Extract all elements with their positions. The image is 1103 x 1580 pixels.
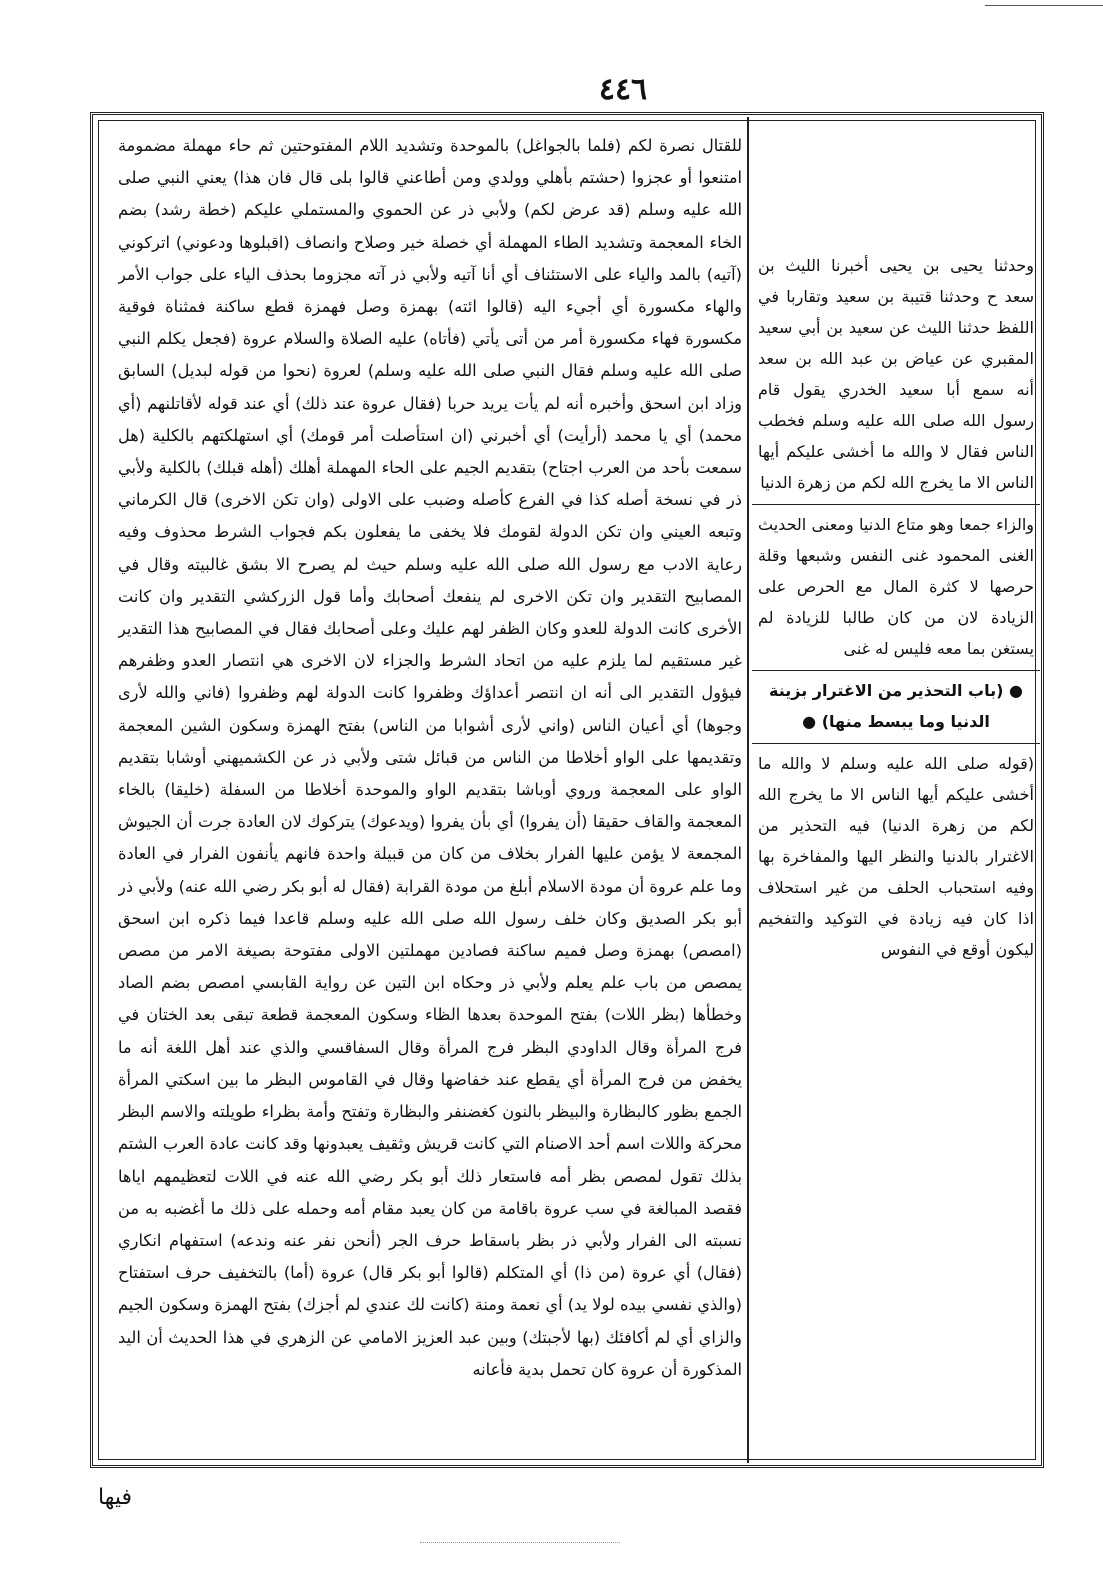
side-continuation-text: والزاء جمعا وهو متاع الدنيا ومعنى الحديث الغنى المحمود غنى النفس وشبعها وقلة حرصها لا كثرة المال مع الحرص على الزيادة لان من كان طالبا للزيادة لم يستغن بما معه فليس له غنى [758,515,1034,658]
top-edge-rule [985,5,1103,6]
catchword: فيها [98,1485,132,1510]
side-divider-3 [752,743,1040,744]
side-hadith-text: وحدثنا يحيى بن يحيى أخبرنا الليث بن سعد ح وحدثنا قتيبة بن سعيد وتقاربا في اللفظ حدثنا الليث عن سعيد بن أبي سعيد المقبري عن عياض بن عبد الله بن سعد أنه سمع أبا سعيد الخدري يقول قام رسول الله صلى الله عليه وسلم فخطب الناس فقال لا والله ما أخشى عليكم أيها الناس الا ما يخرج الله لكم من زهرة الدنيا [758,256,1034,492]
side-divider-2 [752,670,1040,671]
column-divider [747,117,749,1463]
chapter-heading: ● (باب التحذير من الاغترار بزينة الدنيا وما يبسط منها) ● [769,681,1023,731]
side-commentary-text: (قوله صلى الله عليه وسلم لا والله ما أخشى عليكم أيها الناس الا ما يخرج الله لكم من زهرة الدنيا) فيه التحذير من الاغترار بالدنيا والنظر اليها والمفاخرة بها وفيه استحباب الحلف من غير استحلاف اذا كان فيه زيادة في التوكيد والتفخيم ليكون أوقع في النفوس [758,754,1034,959]
side-divider-1 [752,504,1040,505]
main-text-column [118,130,742,1450]
page-number: ٤٤٦ [598,72,648,107]
main-commentary-text: للقتال نصرة لكم (فلما بالجواغل) بالموحدة وتشديد اللام المفتوحتين ثم حاء مهملة مضمومة امتنعوا أو عجزوا (حشتم بأهلي وولدي ومن أطاعني قالوا بلى قال فان هذا) يعني النبي صلى الله عليه وسلم (قد عرض لكم) ولأبي ذر عن الحموي والمستملي عليكم (خطة رشد) بضم الخاء المعجمة وتشديد الطاء المهملة أي خصلة خير وصلاح وانصاف (اقبلوها ودعوني) اتركوني (آتيه) بالمد والياء على الاستئناف أي أنا آتيه ولأبي ذر آته مجزوما بحذف الياء على جواب الأمر والهاء مكسورة أي أجيء اليه (قالوا ائته) بهمزة وصل فهمزة قطع ساكنة فمثناة فوقية مكسورة فهاء مكسورة أمر من أتى يأتي (فأتاه) عليه الصلاة والسلام عروة (فجعل يكلم النبي صلى الله عليه وسلم فقال النبي صلى الله عليه وسلم) لعروة (نحوا من قوله لبديل) السابق وزاد ابن اسحق وأخبره أنه لم يأت يريد حربا (فقال عروة عند ذلك) أي عند قوله لأقاتلنهم (أي محمد) أي يا محمد (أرأيت) أي أخبرني (ان استأصلت أمر قومك) أي استهلكتهم بالكلية (هل سمعت بأحد من العرب اجتاح) بتقديم الجيم على الحاء المهملة أهلك (أهله قبلك) بالكلية ولأبي ذر في نسخة أصله كذا في الفرع كأصله وضبب على الاولى (وان تكن الاخرى) قال الكرماني وتبعه العيني وان تكن الدولة لقومك فلا يخفى ما يفعلون بكم فجواب الشرط محذوف وفيه رعاية الادب مع رسول الله صلى الله عليه وسلم حيث لم يصرح الا بشق غالبيته وقال في المصابيح التقدير وان تكن الاخرى لم ينفعك أصحابك وأما قول الزركشي التقدير وان كانت الأخرى كانت الدولة للعدو وكان الظفر لهم عليك وعلى أصحابك فقال في المصابيح هذا التقدير غير مستقيم لما يلزم عليه من اتحاد الشرط والجزاء لان الاخرى هي انتصار العدو وظفرهم فيؤول التقدير الى أنه ان انتصر أعداؤك وظفروا كانت الدولة لهم وظفروا (فاني والله لأرى وجوها) أي أعيان الناس (واني لأرى أشوابا من الناس) بفتح الهمزة وسكون الشين المعجمة وتقديمها على الواو أخلاطا من الناس من قبائل شتى ولأبي ذر عن الكشميهني أوشابا بتقديم الواو على المعجمة وروي أوباشا بتقديم الواو والموحدة أخلاطا من السفلة (خليقا) بالخاء المعجمة والقاف حقيقا (أن يفروا) أي بأن يفروا (ويدعوك) يتركوك لان العادة جرت أن الجيوش المجمعة لا يؤمن عليها الفرار بخلاف من كان من قبيلة واحدة فانهم يأنفون الفرار في العادة وما علم عروة أن مودة الاسلام أبلغ من مودة القرابة (فقال له أبو بكر رضي الله عنه) ولأبي ذر أبو بكر الصديق وكان خلف رسول الله صلى الله عليه وسلم قاعدا فيما ذكره ابن اسحق (امصص) بهمزة وصل فميم ساكنة فصادين مهملتين الاولى مفتوحة بصيغة الامر من مصص يمصص من باب علم يعلم ولأبي ذر وحكاه ابن التين عن رواية القابسي امصص بضم الصاد وخطأها (بظر اللات) بفتح الموحدة بعدها الظاء وسكون المعجمة قطعة تبقى بعد الختان في فرج المرأة وقال الداودي البظر فرج المرأة وقال السفاقسي والذي عند أهل اللغة أنه ما يخفض من فرج المرأة أي يقطع عند خفاضها وقال في القاموس البظر ما بين اسكتي المرأة الجمع بظور كالبظارة والبيظر بالنون كغضنفر والبظارة وتفتح وأمة بظراء طويلته والاسم البظر محركة واللات اسم أحد الاصنام التي كانت قريش وثقيف يعبدونها وقد كانت عادة العرب الشتم بذلك تقول لمصص بظر أمه فاستعار ذلك أبو بكر رضي الله عنه في اللات لتعظيمهم اياها فقصد المبالغة في سب عروة باقامة من كان يعبد مقام أمه وحمله على ذلك ما أغضبه به من نسبته الى الفرار ولأبي ذر بظر باسقاط حرف الجر (أنحن نفر عنه وندعه) استفهام انكاري (فقال) أي عروة (من ذا) أي المتكلم (قالوا أبو بكر قال) عروة (أما) بالتخفيف حرف استفتاح (والذي نفسي بيده لولا يد) أي نعمة ومنة (كانت لك عندي لم أجزك) بفتح الهمزة وسكون الجيم والزاي أي لم أكافئك (بها لأجبتك) وبين عبد العزيز الامامي عن الزهري في هذا الحديث أن اليد المذكورة أن عروة كان تحمل بدية فأعانه [118,136,742,1379]
side-text-column [752,250,1040,967]
bottom-scan-noise [420,1542,620,1543]
